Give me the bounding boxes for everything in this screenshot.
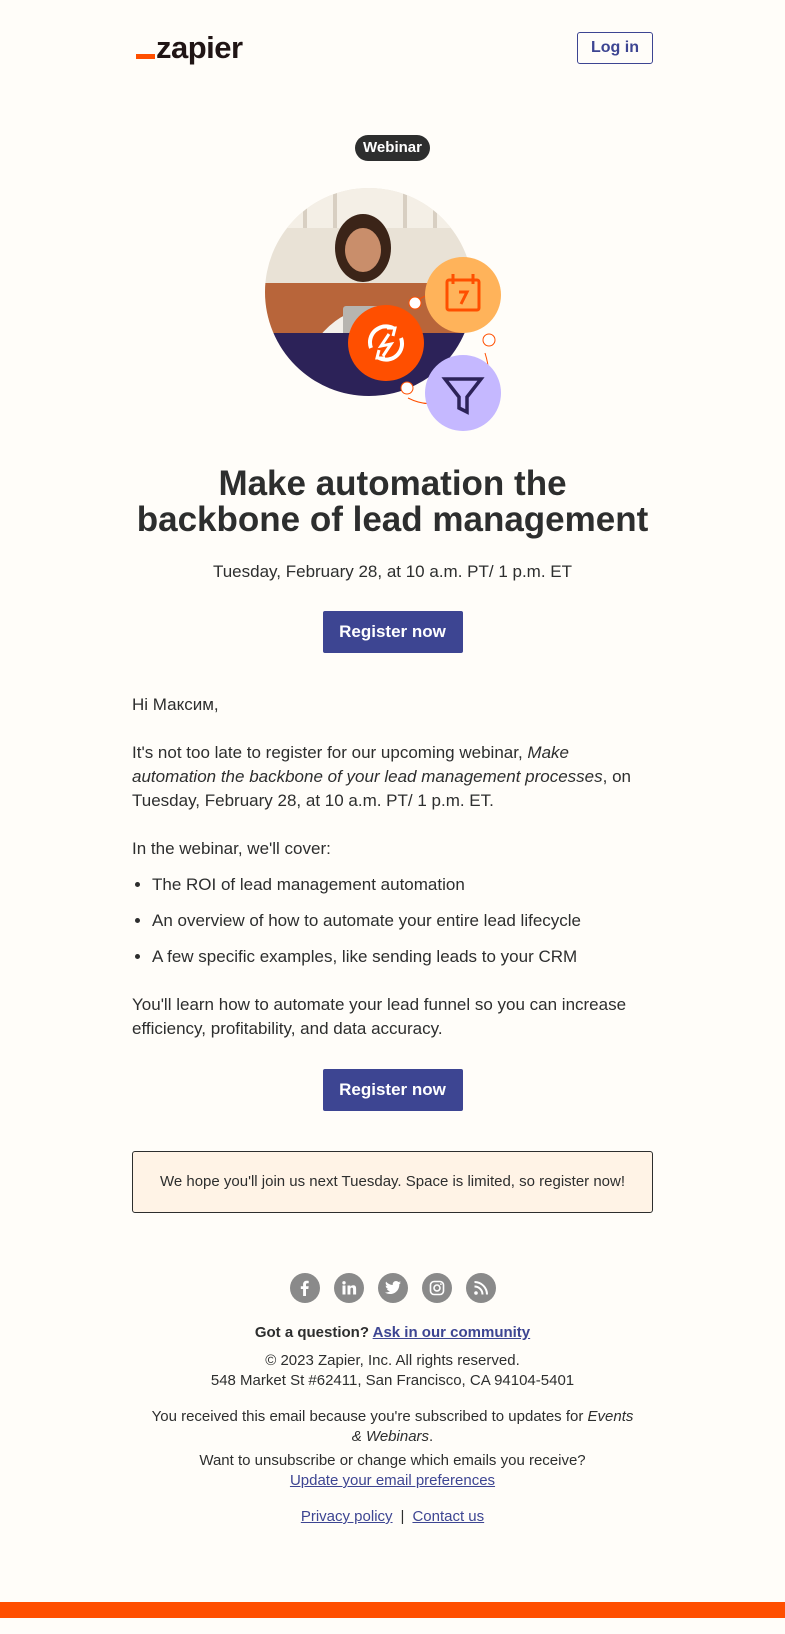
subscription-reason xyxy=(132,1407,653,1447)
greeting: Hi Максим, xyxy=(132,695,219,714)
learn-paragraph: You'll learn how to automate your lead funnel so you can increase efficiency, profitability, and data accuracy. xyxy=(132,995,627,1038)
unsubscribe-text: Want to unsubscribe or change which emails you receive? xyxy=(199,1452,586,1469)
webinar-date: Tuesday, February 28, at 10 a.m. PT/ 1 p.m. ET xyxy=(212,562,573,581)
webinar-badge: Webinar xyxy=(355,135,430,161)
email-preferences-link[interactable]: Update your email preferences xyxy=(289,1472,496,1489)
linkedin-icon[interactable] xyxy=(334,1273,364,1303)
email-footer xyxy=(132,1323,653,1527)
hero-illustration xyxy=(263,188,523,438)
community-link[interactable]: Ask in our community xyxy=(372,1324,531,1341)
contact-us-link[interactable]: Contact us xyxy=(412,1508,485,1525)
link-separator: | xyxy=(400,1508,405,1525)
copyright: © 2023 Zapier, Inc. All rights reserved. xyxy=(265,1352,520,1369)
title-line-1: Make automation the xyxy=(218,464,567,503)
bottom-accent-bar xyxy=(0,1602,785,1618)
login-button[interactable]: Log in xyxy=(577,32,653,64)
social-links xyxy=(132,1273,653,1303)
register-button-top[interactable]: Register now xyxy=(323,611,463,653)
register-button-bottom[interactable]: Register now xyxy=(323,1069,463,1111)
notice-box: We hope you'll join us next Tuesday. Space is limited, so register now! xyxy=(132,1151,653,1213)
filter-icon xyxy=(425,355,501,431)
title-line-2: backbone of lead management xyxy=(136,500,649,539)
topics-list xyxy=(132,873,653,969)
reason-prefix: You received this email because you're subscribed to updates for xyxy=(151,1408,588,1425)
email-header xyxy=(132,0,653,96)
twitter-icon[interactable] xyxy=(378,1273,408,1303)
logo-underscore xyxy=(136,54,155,59)
webinar-title xyxy=(132,466,653,538)
email-body xyxy=(132,693,653,1041)
list-item: • The ROI of lead management automation xyxy=(152,873,653,897)
intro-prefix: It's not too late to register for our upcoming webinar, xyxy=(132,743,528,762)
address: 548 Market St #62411, San Francisco, CA 94104-5401 xyxy=(210,1372,575,1389)
footer-links xyxy=(132,1507,653,1527)
logo-text: zapier xyxy=(156,30,243,65)
reason-suffix: . xyxy=(429,1428,434,1445)
question-text: Got a question? xyxy=(254,1324,369,1341)
list-item: • An overview of how to automate your entire lead lifecycle xyxy=(152,909,653,933)
zapier-logo[interactable] xyxy=(136,32,243,63)
question-line xyxy=(132,1323,653,1343)
rss-icon[interactable] xyxy=(466,1273,496,1303)
intro-suffix: , on Tuesday, February 28, at 10 a.m. PT/ 1 p.m. ET. xyxy=(132,767,631,810)
cover-intro: In the webinar, we'll cover: xyxy=(132,839,331,858)
facebook-icon[interactable] xyxy=(290,1273,320,1303)
sync-icon xyxy=(348,305,424,381)
calendar-icon xyxy=(425,257,501,333)
instagram-icon[interactable] xyxy=(422,1273,452,1303)
list-item: • A few specific examples, like sending leads to your CRM xyxy=(152,945,653,969)
privacy-policy-link[interactable]: Privacy policy xyxy=(300,1508,393,1525)
subscription-list: Events & Webinars xyxy=(351,1408,634,1445)
webinar-name: Make automation the backbone of your lead management processes xyxy=(132,743,603,786)
intro-paragraph xyxy=(132,741,653,813)
